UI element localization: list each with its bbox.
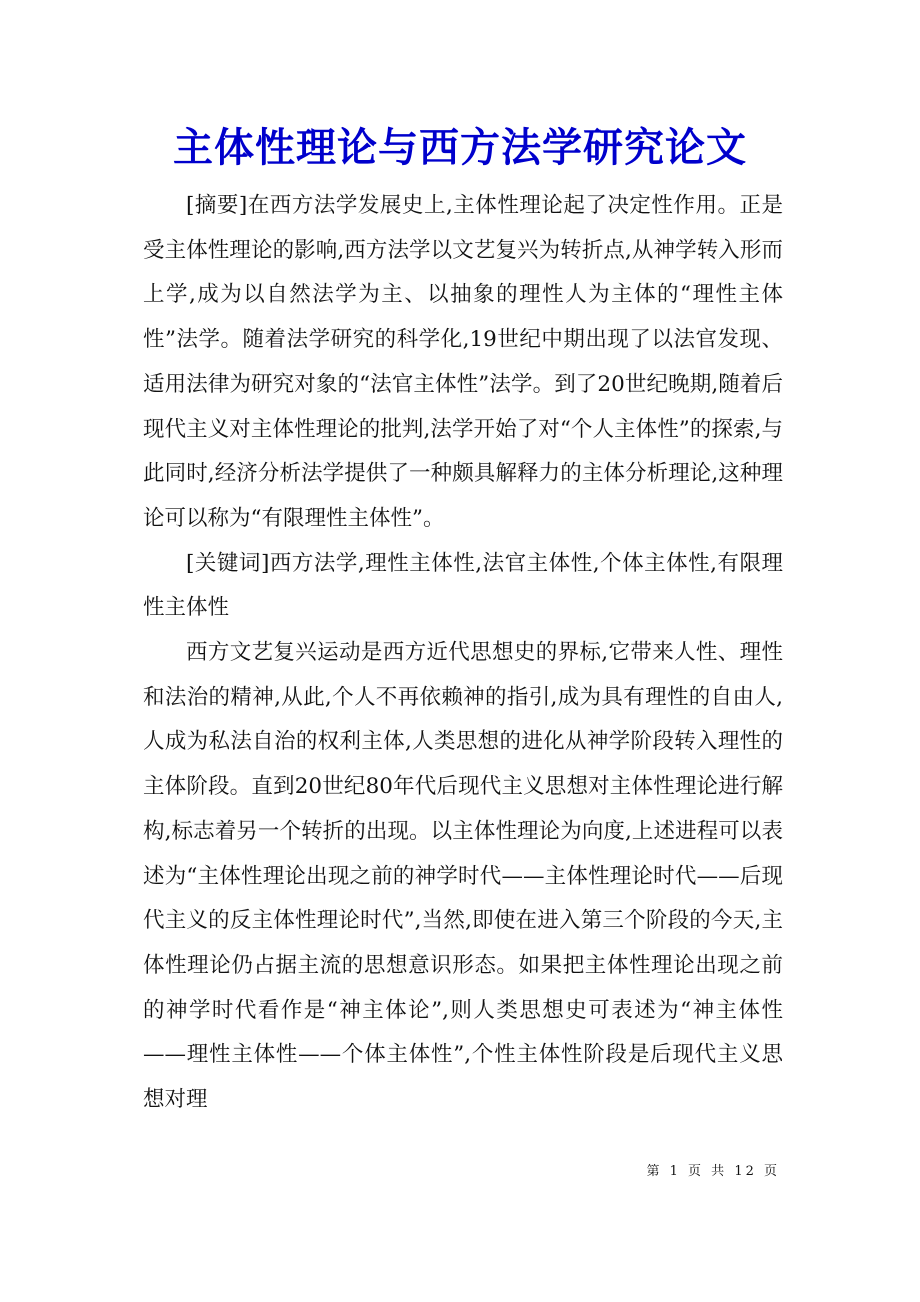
page-title: 主体性理论与西方法学研究论文 bbox=[173, 124, 747, 171]
keywords-paragraph: [关键词]西方法学,理性主体性,法官主体性,个体主体性,有限理性主体性 bbox=[143, 550, 783, 621]
body-paragraph: 西方文艺复兴运动是西方近代思想史的界标,它带来人性、理性和法治的精神,从此,个人不再依赖神的指引,成为具有理性的自由人,人成为私法自治的权利主体,人类思想的进化从神学阶段转入理性的主体阶段。直到20世纪80年代后现代主义思想对主体性理论进行解构,标志着另一个转折的出现。以主体性理论为向度,上述进程可以表述为“主体性理论出现之前的神学时代——主体性理论时代——后现代主义的反主体性理论时代”,当然,即使在进入第三个阶段的今天,主体性理论仍占据主流的思想意识形态。如果把主体性理论出现之前的神学时代看作是“神主体论”,则人类思想史可表述为“神主体性——理性主体性——个体主体性”,个性主体性阶段是后现代主义思想对理 bbox=[143, 640, 783, 1113]
page-number-footer: 第 1 页 共 12 页 bbox=[646, 1164, 780, 1179]
abstract-paragraph: [摘要]在西方法学发展史上,主体性理论起了决定性作用。正是受主体性理论的影响,西方法学以文艺复兴为转折点,从神学转入形而上学,成为以自然法学为主、以抽象的理性人为主体的“理性主体性”法学。随着法学研究的科学化,19世纪中期出现了以法官发现、适用法律为研究对象的“法官主体性”法学。到了20世纪晚期,随着后现代主义对主体性理论的批判,法学开始了对“个人主体性”的探索,与此同时,经济分析法学提供了一种颇具解释力的主体分析理论,这种理论可以称为“有限理性主体性”。 bbox=[143, 193, 783, 531]
document-body bbox=[143, 184, 783, 1123]
